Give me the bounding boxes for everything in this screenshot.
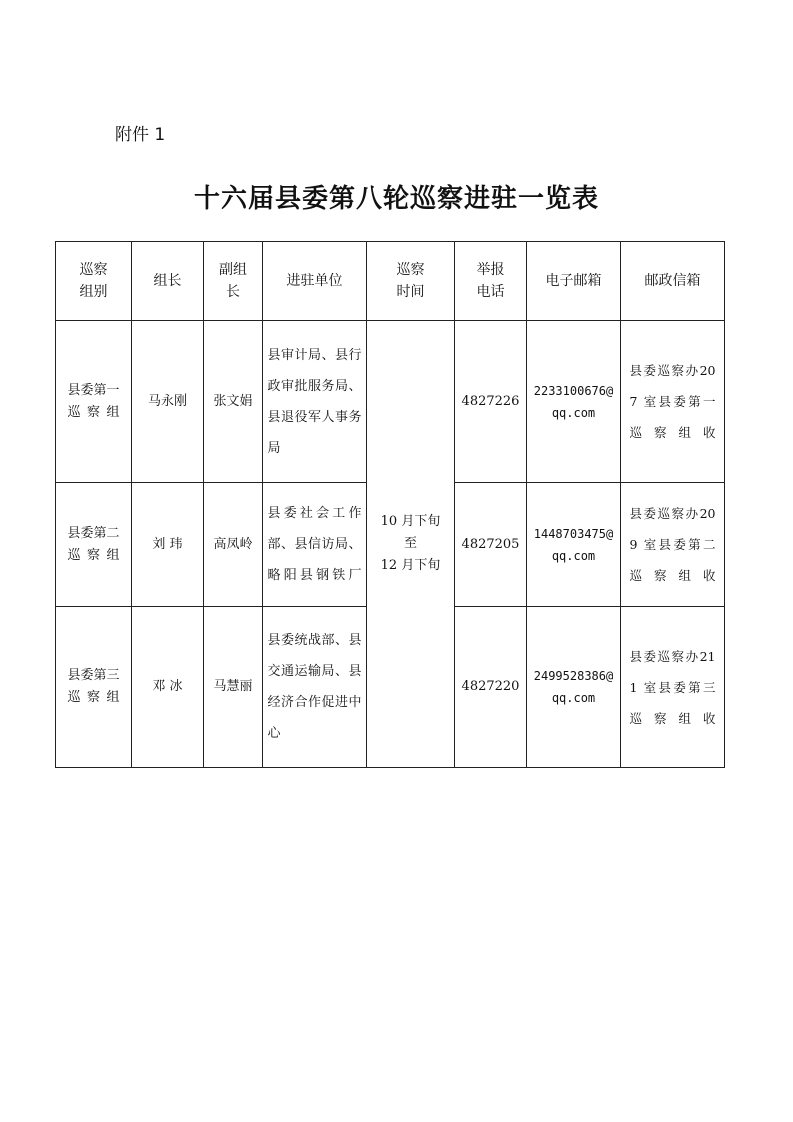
header-time: 巡察 时间 [367, 242, 455, 321]
email-cell: 2499528386@ qq.com [527, 607, 621, 768]
header-email: 电子邮箱 [527, 242, 621, 321]
header-leader: 组长 [132, 242, 204, 321]
header-unit: 进驻单位 [263, 242, 367, 321]
phone-cell: 4827220 [455, 607, 527, 768]
deputy-cell: 马慧丽 [204, 607, 263, 768]
header-group: 巡察 组别 [56, 242, 132, 321]
mail-cell: 县委巡察办209 室县委第二巡察组收 [621, 483, 725, 607]
mail-cell: 县委巡察办207 室县委第一巡察组收 [621, 321, 725, 483]
phone-cell: 4827205 [455, 483, 527, 607]
header-row [56, 242, 725, 321]
header-phone: 举报 电话 [455, 242, 527, 321]
deputy-cell: 张文娟 [204, 321, 263, 483]
mail-cell: 县委巡察办211 室县委第三巡察组收 [621, 607, 725, 768]
email-cell: 2233100676@ qq.com [527, 321, 621, 483]
header-mail: 邮政信箱 [621, 242, 725, 321]
unit-cell: 县委统战部、县交通运输局、县经济合作促进中心 [263, 607, 367, 768]
leader-cell: 刘 玮 [132, 483, 204, 607]
phone-cell: 4827226 [455, 321, 527, 483]
attachment-label: 附件 1 [115, 125, 166, 145]
leader-cell: 邓 冰 [132, 607, 204, 768]
group-cell: 县委第三巡察组 [56, 607, 132, 768]
unit-cell: 县审计局、县行政审批服务局、县退役军人事务局 [263, 321, 367, 483]
table-row [56, 321, 725, 483]
header-deputy: 副组 长 [204, 242, 263, 321]
leader-cell: 马永刚 [132, 321, 204, 483]
deputy-cell: 高凤岭 [204, 483, 263, 607]
inspection-table [55, 241, 725, 768]
group-cell: 县委第一巡察组 [56, 321, 132, 483]
email-cell: 1448703475@ qq.com [527, 483, 621, 607]
unit-cell: 县委社会工作部、县信访局、略阳县钢铁厂 [263, 483, 367, 607]
page-title: 十六届县委第八轮巡察进驻一览表 [193, 184, 599, 214]
time-span-cell: 10 月下旬 至 12 月下旬 [367, 321, 455, 768]
group-cell: 县委第二巡察组 [56, 483, 132, 607]
